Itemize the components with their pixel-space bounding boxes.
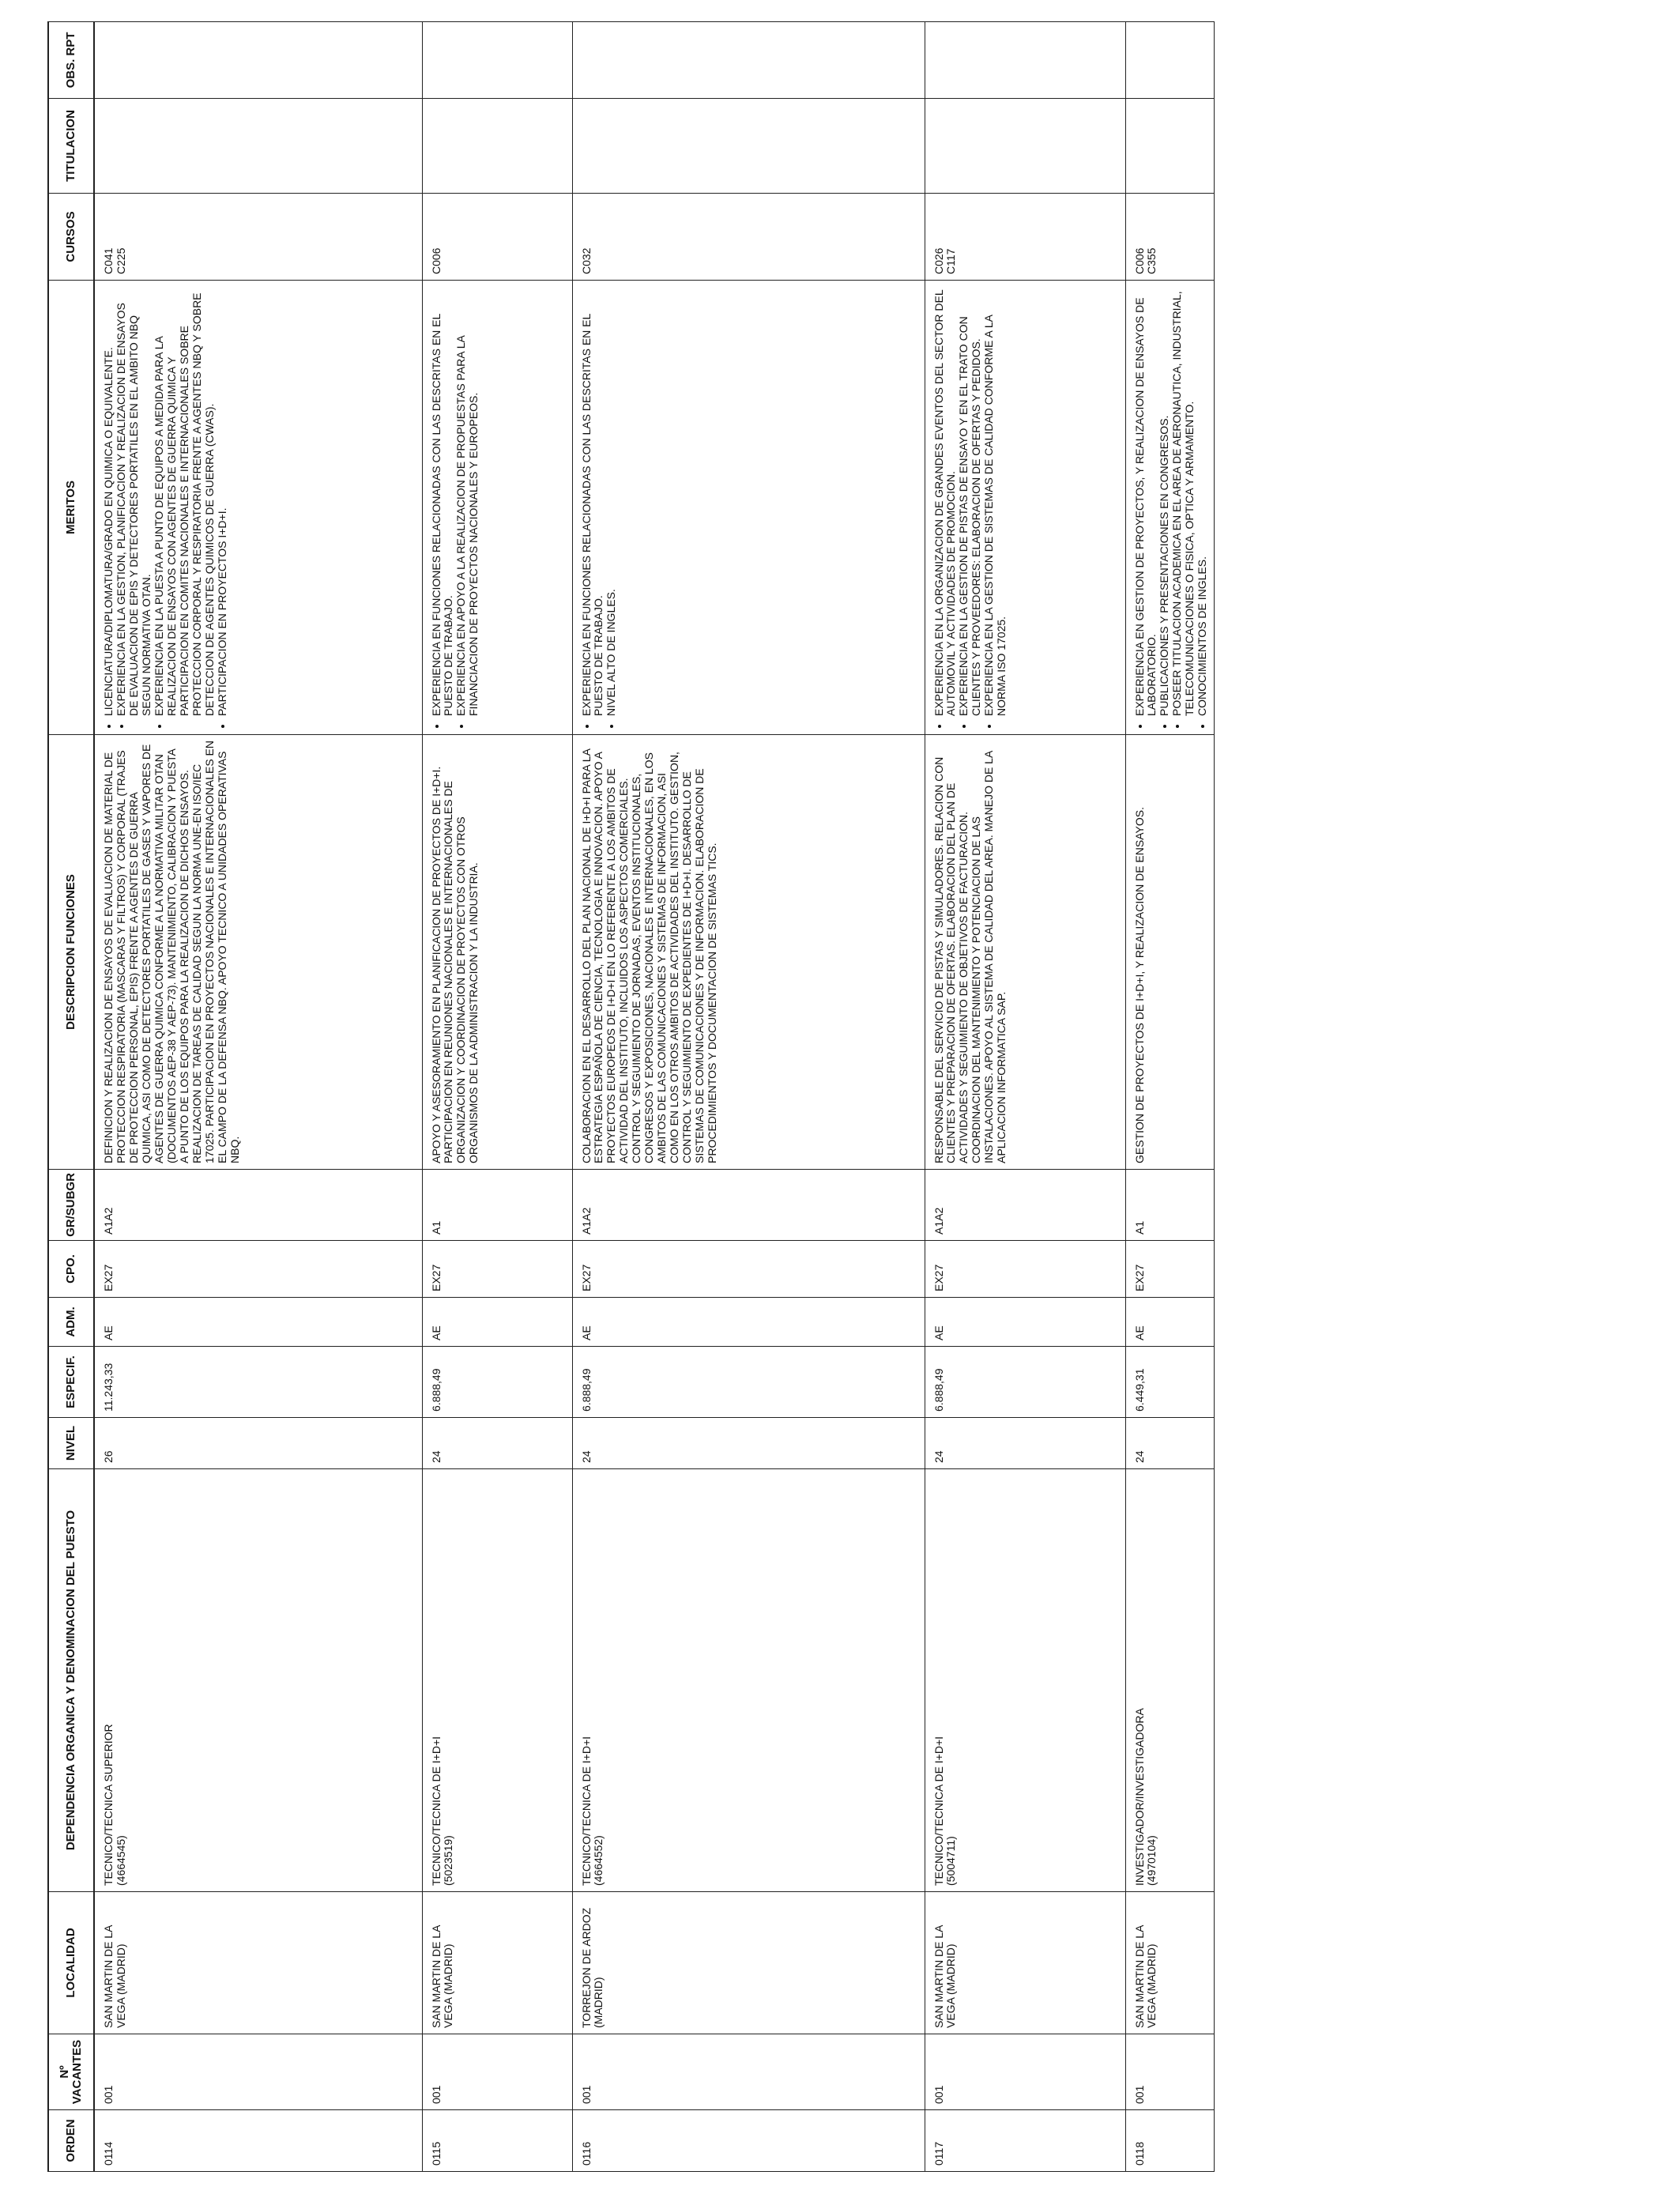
titulacion-cell [572,99,925,194]
header-localidad: LOCALIDAD [48,1892,94,2034]
header-row [48,22,94,2172]
header-especif: ESPECIF. [48,1347,94,1418]
curso-code: C006 [1132,247,1146,274]
titulacion-cell [422,99,572,194]
merito-item: • EXPERIENCIA EN FUNCIONES RELACIONADAS CON LAS DESCRITAS EN EL PUESTO DE TRABAJO. [431,286,456,716]
titulacion-cell [94,99,422,194]
merito-item: • PUBLICACIONES Y PRESENTACIONES EN CONGRESOS. [1158,286,1171,716]
nivel-cell: 26 [94,1418,422,1469]
orden-cell: 0115 [422,2110,572,2172]
header-cpo: CPO. [48,1241,94,1298]
especif-cell: 6.888,49 [422,1347,572,1418]
puesto-denominacion: TECNICO/TECNICA DE I+D+I [932,1736,945,1886]
dependencia-cell [925,1469,1125,1892]
puesto-denominacion: TECNICO/TECNICA SUPERIOR [102,1724,115,1886]
localidad-cell: SAN MARTIN DE LA VEGA (MADRID) [422,1892,572,2034]
descripcion-cell: RESPONSABLE DEL SERVICIO DE PISTAS Y SIMULADORES. RELACION CON CLIENTES Y PREPARACION DE OFERTAS. ELABORACION DEL PLAN DE ACTIVIDADES Y SEGUIMIENTO DE OBJETIVOS DE FACTURACION. COORDINACION DEL MANTENIMIENTO Y POTENCIACION DE LAS INSTALACIONES. APOYO AL SISTEMA DE CALIDAD DEL AREA. MANEJO DE LA APLICACION INFORMATICA SAP. [925,735,1125,1170]
header-orden: ORDEN [48,2110,94,2172]
obs-cell [94,22,422,99]
table-row [94,22,422,2172]
localidad-cell: SAN MARTIN DE LA VEGA (MADRID) [925,1892,1125,2034]
adm-cell: AE [572,1298,925,1347]
merito-item: • EXPERIENCIA EN FUNCIONES RELACIONADAS CON LAS DESCRITAS EN EL PUESTO DE TRABAJO. [581,286,606,716]
dependencia-cell [94,1469,422,1892]
table-row [422,22,572,2172]
meritos-list [933,286,1009,729]
orden-cell: 0118 [1125,2110,1215,2172]
merito-item: • EXPERIENCIA EN LA PUESTA A PUNTO DE EQUIPOS A MEDIDA PARA LA REALIZACION DE ENSAYOS CON AGENTES DE GUERRA QUIMICA Y PARTICIPACION EN COMITES NACIONALES E INTERNACIONALES SOBRE PROTECCION CORPORAL Y RESPIRATORIA FRENTE A AGENTES NBQ Y SOBRE DETECCION DE AGENTES QUIMICOS DE GUERRA (CWAS). [153,286,217,716]
table-row [572,22,925,2172]
cursos-cell [1125,194,1215,281]
header-nivel: NIVEL [48,1418,94,1469]
cursos-cell [422,194,572,281]
header-grupo: GR/SUBGR [48,1170,94,1241]
merito-item: • EXPERIENCIA EN GESTION DE PROYECTOS, Y REALIZACION DE ENSAYOS DE LABORATORIO. [1134,286,1159,716]
obs-cell [422,22,572,99]
nivel-cell: 24 [422,1418,572,1469]
descripcion-cell: APOYO Y ASESORAMIENTO EN PLANIFICACION DE PROYECTOS DE I+D+I. PARTICIPACION EN REUNIONES NACIONALES E INTERNACIONALES DE ORGANIZACION Y COORDINACION DE PROYECTOS CON OTROS ORGANISMOS DE LA ADMINISTRACION Y LA INDUSTRIA. [422,735,572,1170]
puesto-codigo: (4664545) [114,1835,127,1886]
merito-item: • NIVEL ALTO DE INGLES. [605,286,618,716]
meritos-cell [572,281,925,735]
header-dependencia: DEPENDENCIA ORGANICA Y DENOMINACION DEL PUESTO [48,1469,94,1892]
puesto-codigo: (4970104) [1145,1835,1158,1886]
grupo-cell: A1A2 [572,1170,925,1241]
merito-item: • PARTICIPACION EN PROYECTOS I+D+I. [217,286,229,716]
vacantes-cell: 001 [572,2034,925,2110]
localidad-cell: TORREJON DE ARDOZ (MADRID) [572,1892,925,2034]
cursos-cell [94,194,422,281]
merito-item: • LICENCIATURA/DIPLOMATURA/GRADO EN QUIMICA O EQUIVALENTE. [103,286,115,716]
curso-code: C355 [1145,247,1158,274]
orden-cell: 0114 [94,2110,422,2172]
meritos-cell [422,281,572,735]
especif-cell: 6.449,31 [1125,1347,1215,1418]
table-row [1125,22,1215,2172]
grupo-cell: A1 [422,1170,572,1241]
nivel-cell: 24 [572,1418,925,1469]
especif-cell: 11.243,33 [94,1347,422,1418]
header-adm: ADM. [48,1298,94,1347]
curso-code: C032 [579,247,593,274]
curso-code: C026 [932,247,945,274]
cpo-cell: EX27 [925,1241,1125,1298]
descripcion-cell: GESTION DE PROYECTOS DE I+D+I, Y REALIZACION DE ENSAYOS. [1125,735,1215,1170]
especif-cell: 6.888,49 [925,1347,1125,1418]
adm-cell: AE [94,1298,422,1347]
header-descripcion: DESCRIPCION FUNCIONES [48,735,94,1170]
adm-cell: AE [925,1298,1125,1347]
orden-cell: 0116 [572,2110,925,2172]
grupo-cell: A1 [1125,1170,1215,1241]
titulacion-cell [1125,99,1215,194]
cpo-cell: EX27 [422,1241,572,1298]
grupo-cell: A1A2 [925,1170,1125,1241]
merito-item: • EXPERIENCIA EN APOYO A LA REALIZACION DE PROPUESTAS PARA LA FINANCIACION DE PROYECTOS NACIONALES Y EUROPEOS. [455,286,480,716]
curso-code: C006 [429,247,443,274]
merito-item: • CONOCIMIENTOS DE INGLES. [1196,286,1209,716]
descripcion-cell: COLABORACION EN EL DESARROLLO DEL PLAN NACIONAL DE I+D+I PARA LA ESTRATEGIA ESPAÑOLA DE CIENCIA, TECNOLOGIA E INNOVACION. APOYO A PROYECTOS EUROPEOS DE I+D+I EN LO REFERENTE A LOS AMBITOS DE ACTIVIDAD DEL INSTITUTO, INCLUIDOS LOS ASPECTOS COMERCIALES. CONTROL Y SEGUIMIENTO DE JORNADAS, EVENTOS INSTITUCIONALES, CONGRESOS Y EXPOSICIONES, NACIONALES E INTERNACIONALES, EN LOS AMBITOS DE LAS COMUNICACIONES Y SISTEMAS DE INFORMACION, ASI COMO EN LOS OTROS AMBITOS DE ACTIVIDADES DEL INSTITUTO. GESTION, CONTROL Y SEGUIMIENTO DE EXPEDIENTES DE I+D+I. DESARROLLO DE SISTEMAS DE COMUNICACIONES Y DE INFORMACION. ELABORACION DE PROCEDIMIENTOS Y DOCUMENTACION DE SISTEMAS TICS. [572,735,925,1170]
localidad-cell: SAN MARTIN DE LA VEGA (MADRID) [94,1892,422,2034]
meritos-list [581,286,619,729]
obs-cell [572,22,925,99]
header-cursos: CURSOS [48,194,94,281]
orden-cell: 0117 [925,2110,1125,2172]
header-obs: OBS. RPT [48,22,94,99]
table-row [925,22,1125,2172]
merito-item: • EXPERIENCIA EN LA ORGANIZACION DE GRANDES EVENTOS DEL SECTOR DEL AUTOMOVIL Y ACTIVIDADES DE PROMOCION. [933,286,959,716]
cpo-cell: EX27 [94,1241,422,1298]
meritos-cell [1125,281,1215,735]
vacantes-cell: 001 [94,2034,422,2110]
adm-cell: AE [1125,1298,1215,1347]
cpo-cell: EX27 [572,1241,925,1298]
dependencia-cell [572,1469,925,1892]
meritos-list [431,286,481,729]
puesto-denominacion: TECNICO/TECNICA DE I+D+I [429,1736,443,1886]
puesto-codigo: (5023519) [442,1835,455,1886]
curso-code: C117 [944,248,958,274]
puesto-codigo: (4664552) [592,1835,605,1886]
puesto-denominacion: TECNICO/TECNICA DE I+D+I [579,1736,593,1886]
meritos-list [1134,286,1210,729]
obs-cell [1125,22,1215,99]
curso-code: C225 [114,247,127,274]
header-meritos: MERITOS [48,281,94,735]
nivel-cell: 24 [1125,1418,1215,1469]
header-vacantes: Nº VACANTES [48,2034,94,2110]
vacantes-cell: 001 [925,2034,1125,2110]
header-titulacion: TITULACION [48,99,94,194]
cursos-cell [572,194,925,281]
obs-cell [925,22,1125,99]
cpo-cell: EX27 [1125,1241,1215,1298]
puesto-denominacion: INVESTIGADOR/INVESTIGADORA [1132,1708,1146,1886]
especif-cell: 6.888,49 [572,1347,925,1418]
merito-item: • POSEER TITULACION ACADEMICA EN EL AREA DE AERONAUTICA, INDUSTRIAL, TELECOMUNICACIONES O FISICA, OPTICA Y ARMAMENTO. [1171,286,1196,716]
grupo-cell: A1A2 [94,1170,422,1241]
vacantes-cell: 001 [1125,2034,1215,2110]
rpt-table [47,21,1215,2172]
puesto-codigo: (5004711) [944,1836,958,1886]
dependencia-cell [422,1469,572,1892]
merito-item: • EXPERIENCIA EN LA GESTION DE PISTAS DE ENSAYO Y EN EL TRATO CON CLIENTES Y PROVEEDORES: ELABORACION DE OFERTAS Y PEDIDOS. [958,286,983,716]
dependencia-cell [1125,1469,1215,1892]
merito-item: • EXPERIENCIA EN LA GESTION, PLANIFICACION Y REALIZACION DE ENSAYOS DE EVALUACION DE EPIS Y DETECTORES PORTATILES EN EL AMBITO NBQ SEGUN NORMATIVA OTAN. [115,286,153,716]
vacantes-cell: 001 [422,2034,572,2110]
curso-code: C041 [102,247,115,274]
meritos-list [103,286,229,729]
meritos-cell [925,281,1125,735]
titulacion-cell [925,99,1125,194]
adm-cell: AE [422,1298,572,1347]
meritos-cell [94,281,422,735]
nivel-cell: 24 [925,1418,1125,1469]
localidad-cell: SAN MARTIN DE LA VEGA (MADRID) [1125,1892,1215,2034]
merito-item: • EXPERIENCIA EN LA GESTION DE SISTEMAS DE CALIDAD CONFORME A LA NORMA ISO 17025. [983,286,1008,716]
descripcion-cell: DEFINICION Y REALIZACION DE ENSAYOS DE EVALUACION DE MATERIAL DE PROTECCION RESPIRATORIA (MASCARAS Y FILTROS) Y CORPORAL (TRAJES DE PROTECCION PERSONAL, EPIS) FRENTE A AGENTES DE GUERRA QUIMICA, ASI COMO DE DETECTORES PORTATILES DE GASES Y VAPORES DE AGENTES DE GUERRA QUIMICA CONFORME A LA NORMATIVA MILITAR OTAN (DOCUMENTOS AEP-38 Y AEP-73). MANTENIMIENTO, CALIBRACION Y PUESTA A PUNTO DE LOS EQUIPOS PARA LA REALIZACION DE DICHOS ENSAYOS. REALIZACION DE TAREAS DE CALIDAD SEGUN LA NORMA UNE-EN ISO/IEC 17025. PARTICIPACION EN PROYECTOS NACIONALES E INTERNACIONALES EN EL CAMPO DE LA DEFENSA NBQ. APOYO TECNICO A UNIDADES OPERATIVAS NBQ. [94,735,422,1170]
cursos-cell [925,194,1125,281]
